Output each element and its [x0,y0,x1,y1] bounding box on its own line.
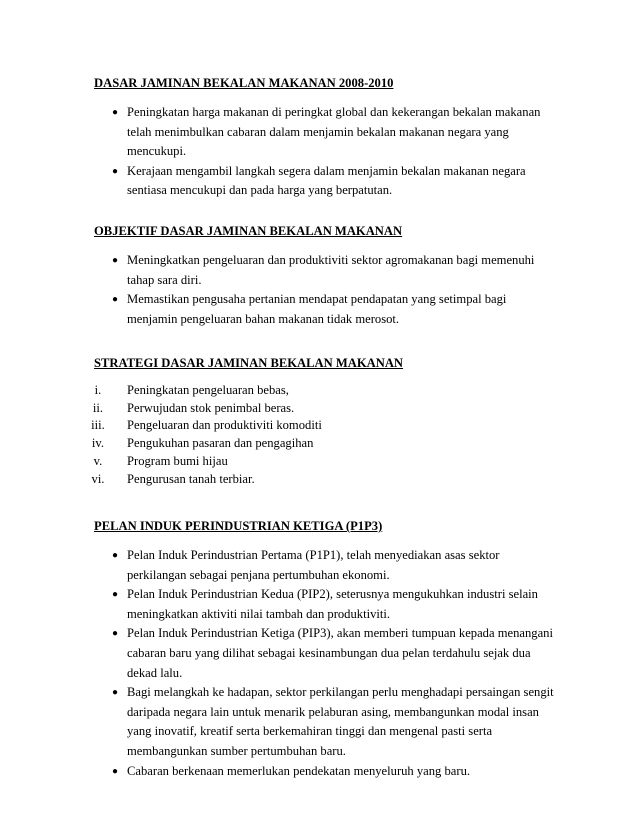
list-item: v. Program bumi hijau [94,453,554,471]
section-pelan-induk [94,518,554,781]
list-item: ● Kerajaan mengambil langkah segera dalam menjamin bekalan makanan negara sentiasa mencukupi dan pada harga yang berpatutan. [112,163,526,198]
bullet-icon: ● [112,589,119,601]
list-item: ● Bagi melangkah ke hadapan, sektor perkilangan perlu menghadapi persaingan sengit daripada negara lain untuk menarik pelaburan asing, membangunkan modal insan yang inovatif, kreatif serta berkemahiran tinggi dan mengenal pasti serta membangunkan sumber pertumbuhan baru. [112,685,554,758]
list-item: ● Pelan Induk Perindustrian Pertama (P1P1), telah menyediakan asas sektor perkilangan sebagai penjana pertumbuhan ekonomi. [112,548,500,582]
list-item: ● Cabaran berkenaan memerlukan pendekatan menyeluruh yang baru. [94,762,554,782]
numbered-list [91,382,554,488]
section-heading: DASAR JAMINAN BEKALAN MAKANAN 2008-2010 [94,76,394,90]
list-item: i. Peningkatan pengeluaran bebas, [94,382,554,400]
section-heading: PELAN INDUK PERINDUSTRIAN KETIGA (P1P3) [94,519,383,533]
bullet-icon: ● [112,687,119,699]
bullet-icon: ● [112,628,119,640]
section-dasar-jaminan [94,75,554,201]
section-strategi [91,355,554,488]
bullet-icon: ● [112,294,119,306]
bullet-icon: ● [112,255,119,266]
bullet-list [94,103,554,201]
list-item: ii. Perwujudan stok penimbal beras. [94,400,554,418]
list-numeral: v. [93,453,103,468]
bullet-icon: ● [112,107,119,118]
list-numeral: ii. [92,400,104,415]
list-item: ● Pelan Induk Perindustrian Ketiga (PIP3), akan memberi tumpuan kepada menangani cabaran baru yang dilihat sebagai kesinambungan dua pelan terdahulu sejak dua dekad lalu. [112,626,553,680]
section-heading: STRATEGI DASAR JAMINAN BEKALAN MAKANAN [94,356,404,370]
bullet-icon: ● [112,765,119,777]
bullet-list [94,251,554,329]
list-numeral: iii. [91,418,105,433]
list-item: iii. Pengeluaran dan produktiviti komoditi [94,417,554,435]
list-item: ● Memastikan pengusaha pertanian mendapat pendapatan yang setimpal bagi menjamin pengeluaran bahan makanan tidak merosot. [112,292,507,326]
list-item: vi. Pengurusan tanah terbiar. [94,471,554,489]
bullet-list [94,546,554,781]
list-item: ● Pelan Induk Perindustrian Kedua (PIP2), seterusnya mengukuhkan industri selain meningkatkan aktiviti nilai tambah dan produktiviti. [112,587,538,621]
list-numeral: i. [94,383,102,397]
list-numeral: vi. [91,471,105,486]
list-item: ● Meningkatkan pengeluaran dan produktiviti sektor agromakanan bagi memenuhi tahap sara diri. [112,253,535,287]
section-objektif [94,223,554,329]
list-item: iv. Pengukuhan pasaran dan pengagihan [94,435,554,453]
list-numeral: iv. [91,436,105,451]
bullet-icon: ● [112,165,119,177]
list-item: ● Peningkatan harga makanan di peringkat global dan kekerangan bekalan makanan telah menimbulkan cabaran dalam menjamin bekalan makanan negara yang mencukupi. [112,105,541,159]
bullet-icon: ● [112,550,119,561]
section-heading: OBJEKTIF DASAR JAMINAN BEKALAN MAKANAN [94,224,403,238]
